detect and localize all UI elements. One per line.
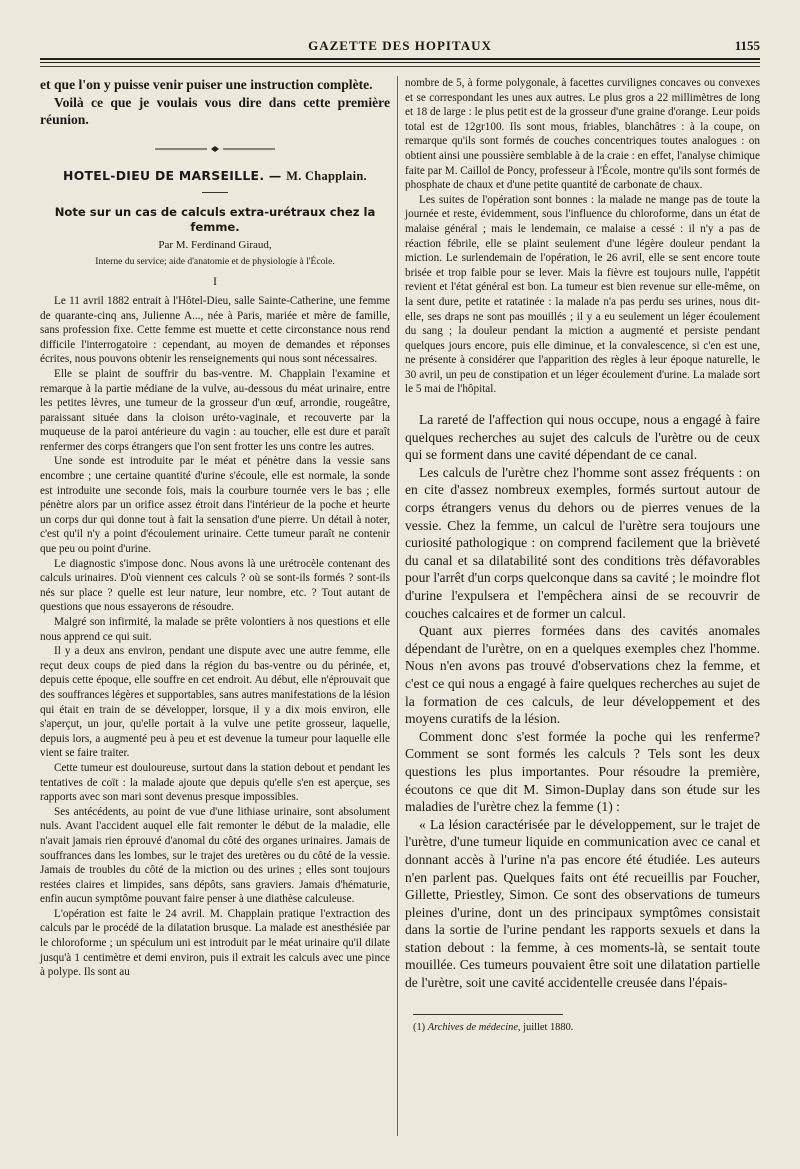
footnote-date: juillet 1880. [523, 1021, 574, 1033]
body-paragraph: La rareté de l'affection qui nous occupe, nous a engagé à faire quelques recherches au sujet des calculs de l'urètre ou de ceux qui se forment dans une cavité dépendant de ce canal. [405, 412, 760, 463]
body-paragraph: Il y a deux ans environ, pendant une dispute avec une autre femme, elle reçut deux coups de pied dans la région du bas-ventre ou du périnée, et, depuis cette époque, elle souffre en cet endroit. Au début, elle n'éprouvait que des souffrances légères et supportables, sans autres manifestations de la lésion qui était en train de se développer, lorsque, il y a dix mois environ, elle s'aperçut, un jour, qu'elle portait à la vulve une petite grosseur, laquelle, depuis lors, a augmenté peu à peu et est devenue la tumeur pour laquelle elle vient se faire traiter. [40, 645, 390, 760]
section-heading [40, 169, 390, 184]
body-paragraph: Ses antécédents, au point de vue d'une lithiase urinaire, sont absolument nuls. Avant l'accident auquel elle fait remonter le début de la maladie, elle n'avait jamais rien éprouvé d'anomal du côté des organes urinaires. Jamais de souffrances dans les lombes, sur le trajet des uretères ou du côté de la vessie. Jamais de troubles du côté de la miction ou des urines ; elles sont toujours restées claires et limpides, sans dépôts, sans graviers. Jamais d'hématurie, enfin aucun symptôme pouvant faire penser à une diathèse calculeuse. [40, 805, 390, 906]
footnote-marker: (1) [413, 1021, 426, 1033]
footnote-source: Archives de médecine, [427, 1021, 521, 1033]
body-paragraph: Une sonde est introduite par le méat et pénètre dans la vessie sans encombre ; une certaine quantité d'urine s'écoule, elle est normale, la sonde est introduite une seconde fois, mais la courbure tournée vers le bas ; elle pénètre alors par un orifice assez étroit dans l'intérieur de la poche et heurte un corps dur qui donne tout à fait la sensation d'une pierre. Un détail à noter, c'est qu'il n'y a point d'écoulement urinaire. Cette tumeur paraît ne contenir que peu ou point d'urine. [40, 455, 390, 556]
body-paragraph: Les suites de l'opération sont bonnes : la malade ne mange pas de toute la journée et reste, évidemment, sous l'influence du chloroforme, dans un état de malaise général ; mais le lendemain, ce malaise a cessé : il n'y a pas de réaction fébrile, elle se plaint seulement d'une légère douleur pendant la miction. Le surlendemain de l'opération, le 26 avril, elle se sent encore toute brisée et trop faible pour se lever. Mais la fièvre est toujours nulle, l'appétit revient et l'état général est bon. La tumeur est bien revenue sur elle-même, on la sent dure, petite et ratatinée : la malade n'a pas perdu ses urines, nous dit-elle, ses draps ne sont pas mouillés ; il y a eu seulement un léger écoulement du sang ; la douleur pendant la miction a augmenté et persiste pendant quelques jours encore, puis elle diminue, et la convalescence, si c'en est une, ne présente à considérer que l'apparition des règles à leur époque naturelle, le 30 avril, un peu de constipation et un léger écoulement d'urine. La malade sort le 5 mai de l'hôpital. [405, 193, 760, 396]
body-paragraph: Elle se plaint de souffrir du bas-ventre. M. Chapplain l'examine et remarque à la partie médiane de la vulve, au-dessous du méat urinaire, entre les petites lèvres, une tumeur de la grosseur d'un œuf, arrondie, rougeâtre, paraissant située dans la cloison uréto-vaginale, et recouverte par la muqueuse de la paroi antérieure du vagin : au toucher, elle est dure et paraît renfermer des corps étrangers que l'on sent frotter les uns contre les autres. [40, 367, 390, 453]
body-paragraph: nombre de 5, à forme polygonale, à facettes curvilignes concaves ou convexes et se correspondant les unes aux autres. Le plus gros a 22 millimètres de long et 18 de large : le plus petit est de la grosseur d'une graine d'orange. Leur poids total est de 12gr100. Ils sont mous, friables, blanchâtres : à la coupe, on remarque qu'ils sont formés de couches concentriques toutes analogues : on obtient ainsi une poussière semblable à de la craie : en effet, l'analyse chimique faite par M. Caillol de Poncy, professeur à l'École, montre qu'ils sont formés de phosphate de chaux et d'une petite quantité de carbonate de chaux. [405, 77, 761, 192]
header-rule-thin-lower [40, 66, 760, 67]
body-paragraph: Malgré son infirmité, la malade se prête volontiers à nos questions et elle nous apprend ce qui suit. [40, 616, 390, 643]
section-heading-place: HOTEL-DIEU DE MARSEILLE. — [63, 168, 282, 184]
intro-paragraph: et que l'on y puisse venir puiser une instruction complète. [40, 77, 373, 92]
ornament-divider [40, 143, 390, 158]
article-byline: Par M. Ferdinand Giraud, [158, 239, 272, 252]
large-type-section [405, 411, 760, 992]
header-rule-thick [40, 58, 760, 60]
section-heading-author: M. Chapplain. [286, 169, 367, 184]
left-column [40, 76, 390, 980]
part-number: I [213, 276, 217, 289]
footnote-rule [413, 1014, 563, 1015]
article-affiliation: Interne du service; aide d'anatomie et de physiologie à l'École. [95, 255, 335, 267]
footnote [405, 1021, 760, 1036]
body-paragraph: Le diagnostic s'impose donc. Nous avons là une urétrocèle contenant des calculs urinaires. D'où viennent ces calculs ? où se sont-ils formés ? sont-ils nés sur place ? quelle est leur nature, leur nombre, etc. ? Tout autant de questions que nous essayerons de résoudre. [40, 557, 390, 614]
page-number: 1155 [734, 38, 760, 53]
article-title: Note sur un cas de calculs extra-urétraux chez la femme. [54, 204, 376, 234]
body-paragraph: Quant aux pierres formées dans des cavités anomales dépendant de l'urètre, on en a quelques exemples chez l'homme. Nous n'en avons pas trouvé d'observations chez la femme, et c'est ce qui nous a engagé à faire quelques recherches au sujet de la formation de ces calculs, de leur développement et des moyens curatifs de la lésion. [405, 623, 760, 727]
column-divider [397, 76, 398, 1136]
body-paragraph: Comment donc s'est formée la poche qui les renferme? Comment se sont formés les calculs ? Tels sont les deux questions les plus importantes. Pour résoudre la première, écoutons ce que dit M. Simon-Duplay dans son étude sur les maladies de l'urètre chez la femme (1) : [405, 728, 760, 815]
header-rule-thin [40, 62, 760, 63]
ornament-icon [155, 145, 275, 153]
section-rule [202, 192, 228, 193]
body-paragraph: Les calculs de l'urètre chez l'homme sont assez fréquents : on en cite d'assez nombreux exemples, formés surtout autour de corps étrangers venus du dehors ou de pierres venues de la vessie. Chez la femme, un calcul de l'urètre sera toujours une curiosité pathologique : on comprend facilement que la brièveté du canal et sa dilatabilité sont des conditions très défavorables pour l'arrêt d'un corps quelconque dans sa cavité ; le moindre flot d'urine l'expulsera et l'empêchera ainsi de se recouvrir de couches calcaires et de former un calcul. [405, 464, 760, 621]
journal-title: GAZETTE DES HOPITAUX [308, 38, 492, 53]
running-head [40, 38, 760, 58]
body-paragraph: « La lésion caractérisée par le développement, sur le trajet de l'urètre, d'une tumeur liquide en communication avec ce canal et donnant accès à l'urine n'a pas encore été étudiée. Les auteurs n'en parlent pas. Quelques faits ont été recueillis par Foucher, Gillette, Priestley, Simon. Ce sont des observations de tumeurs pleines d'urine, dont un des principaux symptômes consistait dans la sortie de l'urine pendant les rapports sexuels et dans la station debout : la femme, à ces moments-là, se sentait toute mouillée. Ces tumeurs pouvaient être soit une dilatation partielle de l'urètre, soit une cavité accidentelle creusée dans l'épais- [405, 816, 760, 991]
body-paragraph: L'opération est faite le 24 avril. M. Chapplain pratique l'extraction des calculs par le procédé de la dilatation brusque. La malade est anesthésiée par le chloroforme ; un spéculum uni est introduit par le méat urinaire qu'il dilate jusqu'à 1 centimètre et demi environ, puis il extrait les calculs avec une pince à polype. Ils sont au [40, 907, 390, 979]
intro-paragraph: Voilà ce que je voulais vous dire dans cette première réunion. [40, 94, 390, 128]
body-paragraph: Cette tumeur est douloureuse, surtout dans la station debout et pendant les tentatives de coït : la malade ajoute que depuis qu'elle s'en est aperçue, ses rapports avec son mari sont devenus presque impossibles. [40, 761, 390, 804]
body-paragraph: Le 11 avril 1882 entrait à l'Hôtel-Dieu, salle Sainte-Catherine, une femme de quarante-cinq ans, Julienne A..., née à Paris, mariée et mère de famille, sans profession fixe. Cette femme est muette et cette circonstance nous rend difficile l'interrogatoire : cependant, au moyen de demandes et réponses écrites, nous pouvons obtenir les renseignements qui nous sont nécessaires. [40, 294, 390, 366]
right-column [405, 76, 760, 1035]
